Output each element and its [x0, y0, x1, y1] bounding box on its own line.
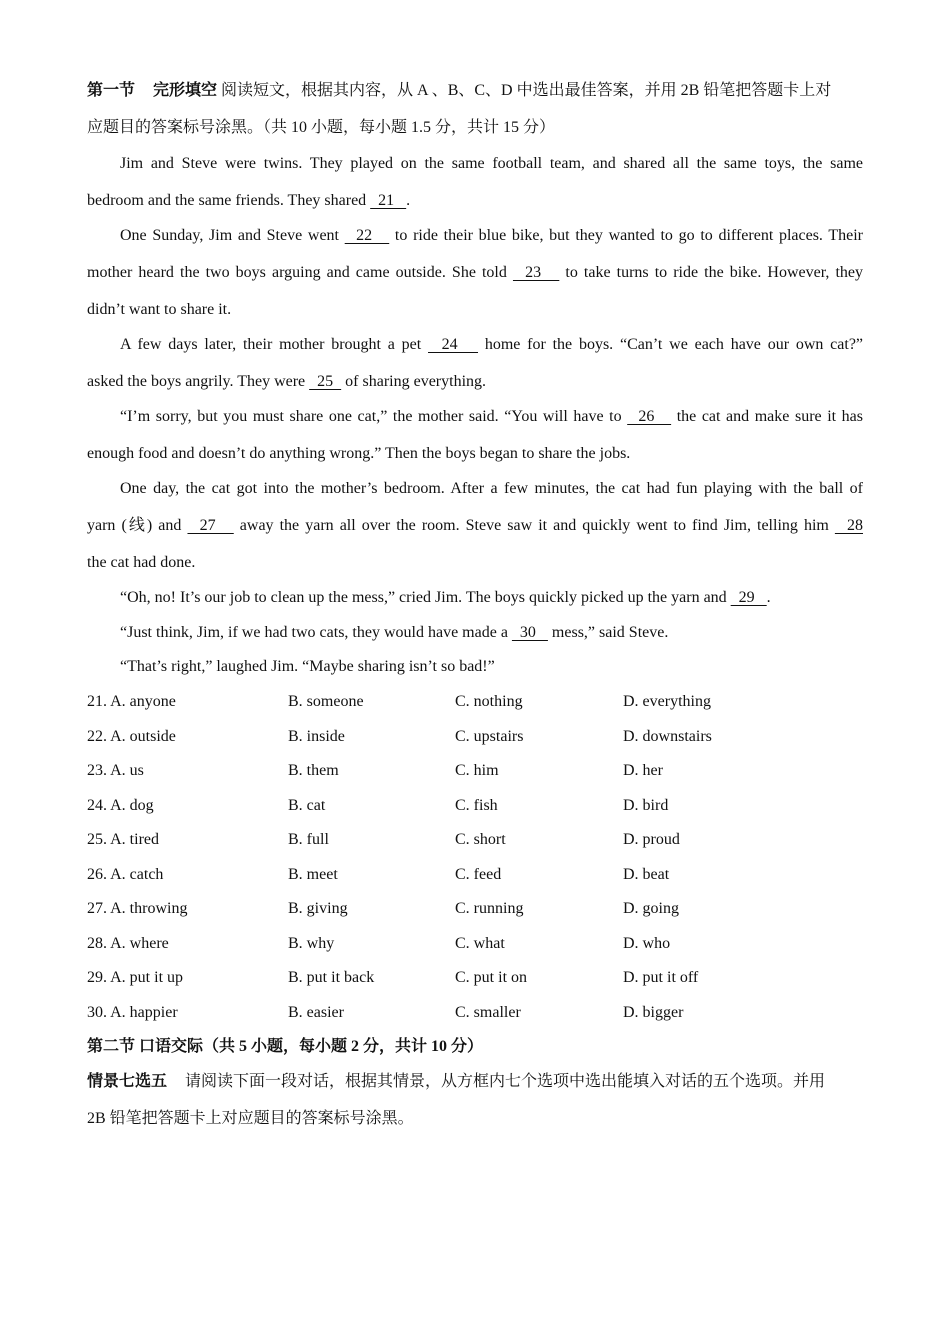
option-d: D. beat — [623, 866, 670, 883]
passage-text: “Just think, Jim, if we had two cats, they would have made a — [120, 624, 512, 641]
passage-text: the cat and make sure it has — [671, 408, 864, 425]
option-row-27 — [87, 899, 863, 919]
passage-text: One Sunday, Jim and Steve went — [120, 227, 345, 244]
blank-26: 26 — [627, 408, 672, 425]
section1-instruction-line1 — [87, 81, 863, 101]
option-a: 28. A. where — [87, 935, 169, 952]
passage-p3-line2 — [87, 372, 863, 392]
passage-text: . — [406, 192, 411, 209]
option-d: D. downstairs — [623, 728, 712, 745]
option-row-30 — [87, 1003, 863, 1023]
option-c: C. running — [455, 900, 524, 917]
option-a: 26. A. catch — [87, 866, 164, 883]
passage-p1-line2 — [87, 191, 863, 211]
passage-text: “I’m sorry, but you must share one cat,” the mother said. “You will have to — [120, 408, 628, 425]
passage-p4-line2: enough food and doesn’t do anything wrong.” Then the boys began to share the jobs. — [87, 445, 631, 462]
option-d: D. her — [623, 762, 663, 779]
option-a: 21. A. anyone — [87, 693, 176, 710]
passage-text: . — [766, 589, 771, 606]
option-c: C. feed — [455, 866, 502, 883]
option-c: C. short — [455, 831, 506, 848]
section1-heading-prefix: 第一节 — [87, 82, 136, 99]
option-b: B. meet — [288, 866, 338, 883]
option-c: C. upstairs — [455, 728, 524, 745]
option-row-28 — [87, 934, 863, 954]
option-c: C. what — [455, 935, 505, 952]
blank-24: 24 — [428, 336, 479, 353]
passage-text: away the yarn all over the room. Steve saw it and quickly went to find Jim, telling him — [233, 517, 835, 534]
passage-text: bedroom and the same friends. They shared — [87, 192, 371, 209]
option-a: 27. A. throwing — [87, 900, 188, 917]
option-a: 30. A. happier — [87, 1004, 178, 1021]
passage-p5-line2 — [87, 516, 863, 536]
option-d: D. everything — [623, 693, 711, 710]
blank-27: 27 — [187, 517, 234, 534]
option-b: B. giving — [288, 900, 348, 917]
passage-p5-line3: the cat had done. — [87, 554, 196, 571]
blank-21: 21 — [370, 192, 407, 209]
passage-text: “Oh, no! It’s our job to clean up the mess,” cried Jim. The boys quickly picked up the yarn and — [120, 589, 731, 606]
section2-instruction-line1 — [87, 1072, 863, 1092]
option-b: B. someone — [288, 693, 364, 710]
blank-25: 25 — [309, 373, 342, 390]
option-b: B. why — [288, 935, 335, 952]
option-row-25 — [87, 830, 863, 850]
passage-text: mother heard the two boys arguing and came outside. She told — [87, 264, 513, 281]
passage-text: home for the boys. “Can’t we each have our own cat?” — [478, 336, 864, 353]
option-b: B. them — [288, 762, 339, 779]
blank-30: 30 — [511, 624, 548, 641]
passage-text: to take turns to ride the bike. However, they — [559, 264, 864, 281]
option-d: D. bird — [623, 797, 669, 814]
option-row-24 — [87, 796, 863, 816]
option-d: D. proud — [623, 831, 680, 848]
option-row-26 — [87, 865, 863, 885]
passage-text: to ride their blue bike, but they wanted to go to different places. Their — [389, 227, 863, 244]
option-b: B. easier — [288, 1004, 344, 1021]
passage-p3-line1 — [87, 335, 863, 355]
blank-22: 22 — [344, 227, 390, 244]
passage-p8: “That’s right,” laughed Jim. “Maybe sharing isn’t so bad!” — [120, 658, 495, 675]
option-row-29 — [87, 968, 863, 988]
blank-23: 23 — [512, 264, 560, 281]
option-a: 24. A. dog — [87, 797, 154, 814]
option-d: D. bigger — [623, 1004, 684, 1021]
passage-p6 — [87, 588, 863, 608]
option-a: 22. A. outside — [87, 728, 176, 745]
section1-heading-title: 完形填空 — [153, 82, 218, 99]
section1-instruction-line2: 应题目的答案标号涂黑。（共 10 小题，每小题 1.5 分，共计 15 分） — [87, 119, 556, 136]
passage-p5-line1: One day, the cat got into the mother’s bedroom. After a few minutes, the cat had fun playing with the ball of — [120, 480, 863, 497]
blank-28: 28 — [834, 517, 863, 534]
passage-text: A few days later, their mother brought a pet — [120, 336, 429, 353]
passage-text: yarn (线) and — [87, 517, 188, 534]
section2-instruction-text1: 请阅读下面一段对话，根据其情景，从方框内七个选项中选出能填入对话的五个选项。并用 — [185, 1073, 826, 1090]
passage-text: asked the boys angrily. They were — [87, 373, 310, 390]
option-b: B. put it back — [288, 969, 375, 986]
passage-p7 — [87, 623, 863, 643]
section2-sub-heading: 情景七选五 — [87, 1073, 168, 1090]
option-c: C. nothing — [455, 693, 523, 710]
option-d: D. who — [623, 935, 671, 952]
option-b: B. full — [288, 831, 329, 848]
option-c: C. him — [455, 762, 499, 779]
option-row-23 — [87, 761, 863, 781]
passage-p2-line2 — [87, 263, 863, 283]
option-d: D. put it off — [623, 969, 699, 986]
option-a: 29. A. put it up — [87, 969, 184, 986]
section1-instruction-text1: 阅读短文，根据其内容，从 A 、B、C、D 中选出最佳答案，并用 2B 铅笔把答题卡上对 — [221, 82, 832, 99]
section2-heading: 第二节 口语交际（共 5 小题，每小题 2 分，共计 10 分） — [87, 1038, 484, 1055]
option-row-21 — [87, 692, 863, 712]
option-a: 25. A. tired — [87, 831, 159, 848]
passage-text: mess,” said Steve. — [547, 624, 669, 641]
passage-text: of sharing everything. — [341, 373, 487, 390]
option-d: D. going — [623, 900, 679, 917]
option-c: C. put it on — [455, 969, 528, 986]
passage-p2-line3: didn’t want to share it. — [87, 301, 232, 318]
option-b: B. cat — [288, 797, 326, 814]
option-b: B. inside — [288, 728, 345, 745]
passage-p4-line1 — [87, 407, 863, 427]
section2-instruction-line2: 2B 铅笔把答题卡上对应题目的答案标号涂黑。 — [87, 1110, 414, 1127]
option-c: C. fish — [455, 797, 498, 814]
passage-p1-line1: Jim and Steve were twins. They played on the same football team, and shared all the same toys, the same — [120, 155, 863, 172]
blank-29: 29 — [730, 589, 767, 606]
passage-p2-line1 — [87, 226, 863, 246]
option-a: 23. A. us — [87, 762, 144, 779]
option-c: C. smaller — [455, 1004, 521, 1021]
option-row-22 — [87, 727, 863, 747]
